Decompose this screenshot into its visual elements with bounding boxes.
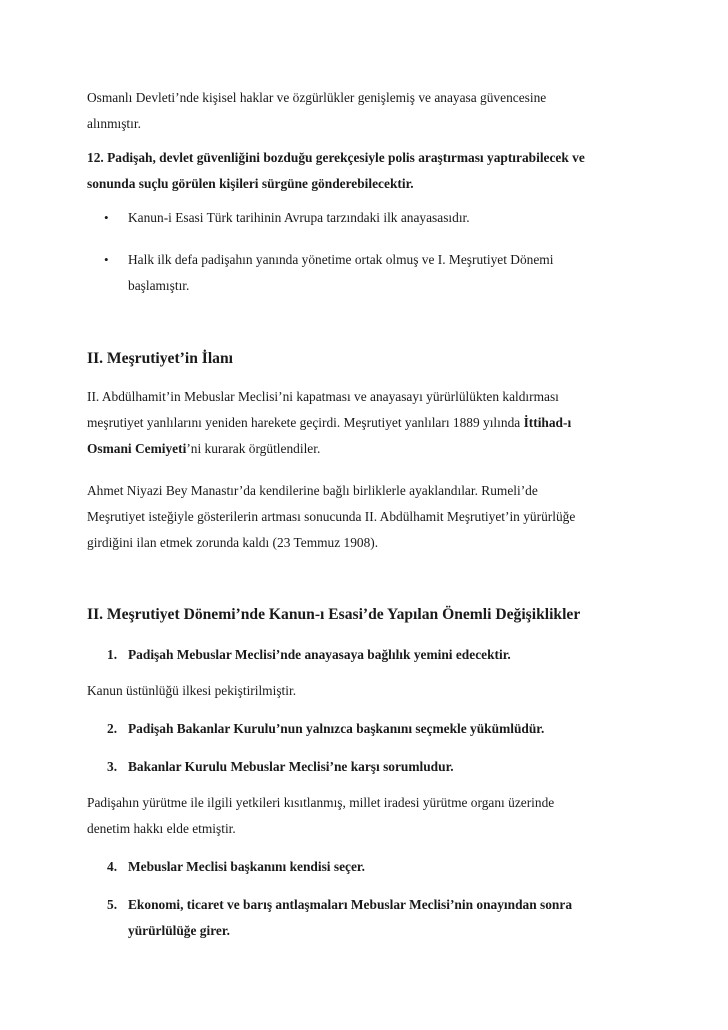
list-number-1: 1. bbox=[107, 647, 118, 662]
list-item-3: Bakanlar Kurulu Mebuslar Meclisi’ne karşı sorumludur. bbox=[128, 759, 454, 774]
list-item-5-line-2: yürürlülüğe girer. bbox=[128, 923, 230, 938]
list-item-5-line-1: Ekonomi, ticaret ve barış antlaşmaları Mebuslar Meclisi’nin onayından sonra bbox=[128, 897, 573, 912]
section-1-p1-line-3 bbox=[87, 441, 320, 457]
intro-line-1: Osmanlı Devleti’nde kişisel haklar ve özgürlükler genişlemiş ve anayasa güvencesine bbox=[87, 90, 547, 105]
section-1-p1-line-3-text: ’ni kurarak örgütlendiler. bbox=[186, 441, 321, 456]
intro-line-2: alınmıştır. bbox=[87, 116, 141, 131]
note-1: Kanun üstünlüğü ilkesi pekiştirilmiştir. bbox=[87, 683, 297, 698]
section-1-p1-line-2 bbox=[87, 415, 571, 431]
note-2-line-1: Padişahın yürütme ile ilgili yetkileri kısıtlanmış, millet iradesi yürütme organı üzerinde bbox=[87, 795, 555, 810]
article-12-line-2: sonunda suçlu görülen kişileri sürgüne gönderebilecektir. bbox=[87, 176, 414, 191]
section-heading-2: II. Meşrutiyet Dönemi’nde Kanun-ı Esasi’de Yapılan Önemli Değişiklikler bbox=[87, 606, 581, 623]
list-number-2: 2. bbox=[107, 721, 118, 736]
section-1-p2-line-1: Ahmet Niyazi Bey Manastır’da kendilerine bağlı birliklerle ayaklandılar. Rumeli’de bbox=[87, 483, 538, 498]
list-item-4: Mebuslar Meclisi başkanını kendisi seçer. bbox=[128, 859, 365, 874]
section-1-p2-line-3: girdiğini ilan etmek zorunda kaldı (23 Temmuz 1908). bbox=[87, 535, 379, 550]
list-number-3: 3. bbox=[107, 759, 118, 774]
bullet-marker-2: • bbox=[104, 252, 109, 267]
note-2-line-2: denetim hakkı elde etmiştir. bbox=[87, 821, 236, 836]
section-heading-1: II. Meşrutiyet’in İlanı bbox=[87, 350, 233, 367]
bullet-item-2-line-2: başlamıştır. bbox=[128, 278, 190, 293]
osmani-cemiyeti-bold-text: Osmani Cemiyeti bbox=[87, 441, 187, 456]
bullet-marker-1: • bbox=[104, 210, 109, 225]
list-number-4: 4. bbox=[107, 859, 118, 874]
ittihad-bold-text: İttihad-ı bbox=[523, 415, 572, 430]
list-item-2: Padişah Bakanlar Kurulu’nun yalnızca başkanını seçmekle yükümlüdür. bbox=[128, 721, 545, 736]
list-item-1: Padişah Mebuslar Meclisi’nde anayasaya bağlılık yemini edecektir. bbox=[128, 647, 511, 662]
section-1-p1-line-2-text: meşrutiyet yanlılarını yeniden harekete geçirdi. Meşrutiyet yanlıları 1889 yılında bbox=[87, 415, 524, 430]
section-1-p2-line-2: Meşrutiyet isteğiyle gösterilerin artması sonucunda II. Abdülhamit Meşrutiyet’in yürürlüğe bbox=[87, 509, 576, 524]
article-12-line-1: 12. Padişah, devlet güvenliğini bozduğu gerekçesiyle polis araştırması yaptırabilecek ve bbox=[87, 150, 585, 165]
list-number-5: 5. bbox=[107, 897, 118, 912]
bullet-item-2-line-1: Halk ilk defa padişahın yanında yönetime ortak olmuş ve I. Meşrutiyet Dönemi bbox=[128, 252, 554, 267]
section-1-p1-line-1: II. Abdülhamit’in Mebuslar Meclisi’ni kapatması ve anayasayı yürürlülükten kaldırması bbox=[87, 389, 559, 404]
bullet-item-1: Kanun-i Esasi Türk tarihinin Avrupa tarzındaki ilk anayasasıdır. bbox=[128, 210, 470, 225]
